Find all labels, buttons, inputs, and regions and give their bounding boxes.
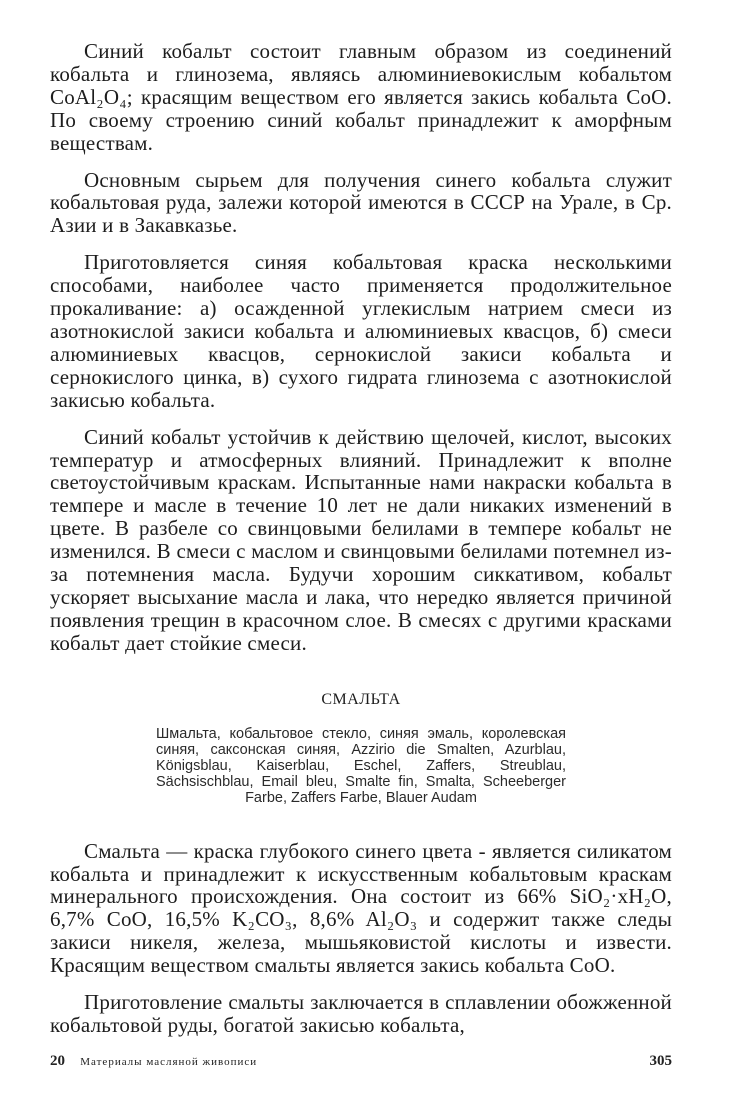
synonyms-block: Шмальта, кобальтовое стекло, синяя эмаль, королевская синяя, саксонская синяя, Azzirio die Smalten, Azurblau, Königsblau, Kaiserblau, Eschel, Zaffers, Streublau, Sächsischblau, Email bleu, Smalte fin, Smalta, Scheeberger Farbe, Zaffers Farbe, Blauer Audam <box>156 725 566 807</box>
section-heading: СМАЛЬТА <box>321 690 401 708</box>
footer-left <box>50 1053 257 1070</box>
paragraph-cobalt-stability: Синий кобальт устойчив к действию щелочей, кислот, высоких температур и атмосферных влияний. Принадлежит к вполне светоустойчивым краскам. Испытанные нами накраски кобальта в темпере и масле в течение 10 лет не дали никаких изменений в цвете. В разбеле со свинцовыми белилами в темпере кобальт не изменился. В смеси с маслом и свинцовыми белилами потемнел из-за потемнения масла. Будучи хорошим сиккативом, кобальт ускоряет высыхание масла и лака, что нередко является причиной появления трещин в красочном слое. В смесях с другими красками кобальт дает стойкие смеси. <box>50 424 672 655</box>
page-footer <box>50 1053 672 1070</box>
signature-mark: 20 <box>50 1053 65 1069</box>
paragraph-cobalt-composition: Синий кобальт состоит главным образом из соединений кобальта и глинозема, являясь алюминиевокислым кобальтом CoAl₂O₄; красящим веществом его является закись кобальта CoO. По своему строению синий кобальт принадлежит к аморфным веществам. <box>50 39 672 155</box>
page-number: 305 <box>649 1053 672 1069</box>
paragraph-smalt-definition: Смальта — краска глубокого синего цвета - является силикатом кобальта и принадлежит к искусственным кобальтовым краскам минерального происхождения. Она состоит из 66% SiO₂·xH₂O, 6,7% CoO, 16,5% K₂CO₃, 8,6% Al₂O₃ и содержит также следы закиси никеля, железа, мышьяковистой кислоты и извести. Красящим веществом смальты является закись кобальта CoO. <box>50 838 672 978</box>
page-body <box>50 40 672 1051</box>
paragraph-smalt-preparation: Приготовление смальты заключается в сплавлении обожженной кобальтовой руды, богатой закисью кобальта, <box>50 990 672 1038</box>
running-title: Материалы масляной живописи <box>80 1056 258 1068</box>
paragraph-cobalt-preparation: Приготовляется синяя кобальтовая краска несколькими способами, наиболее часто применяется продолжительное прокаливание: а) осажденной углекислым натрием смеси из азотнокислой закиси кобальта и алюминиевых квасцов, б) смеси алюминиевых квасцов, сернокислой закиси кобальта и сернокислого цинка, в) сухого гидрата глинозема с азотнокислой закисью кобальта. <box>50 250 672 412</box>
paragraph-cobalt-raw-material: Основным сырьем для получения синего кобальта служит кобальтовая руда, залежи которой имеются в СССР на Урале, в Ср. Азии и в Закавказье. <box>50 167 672 238</box>
